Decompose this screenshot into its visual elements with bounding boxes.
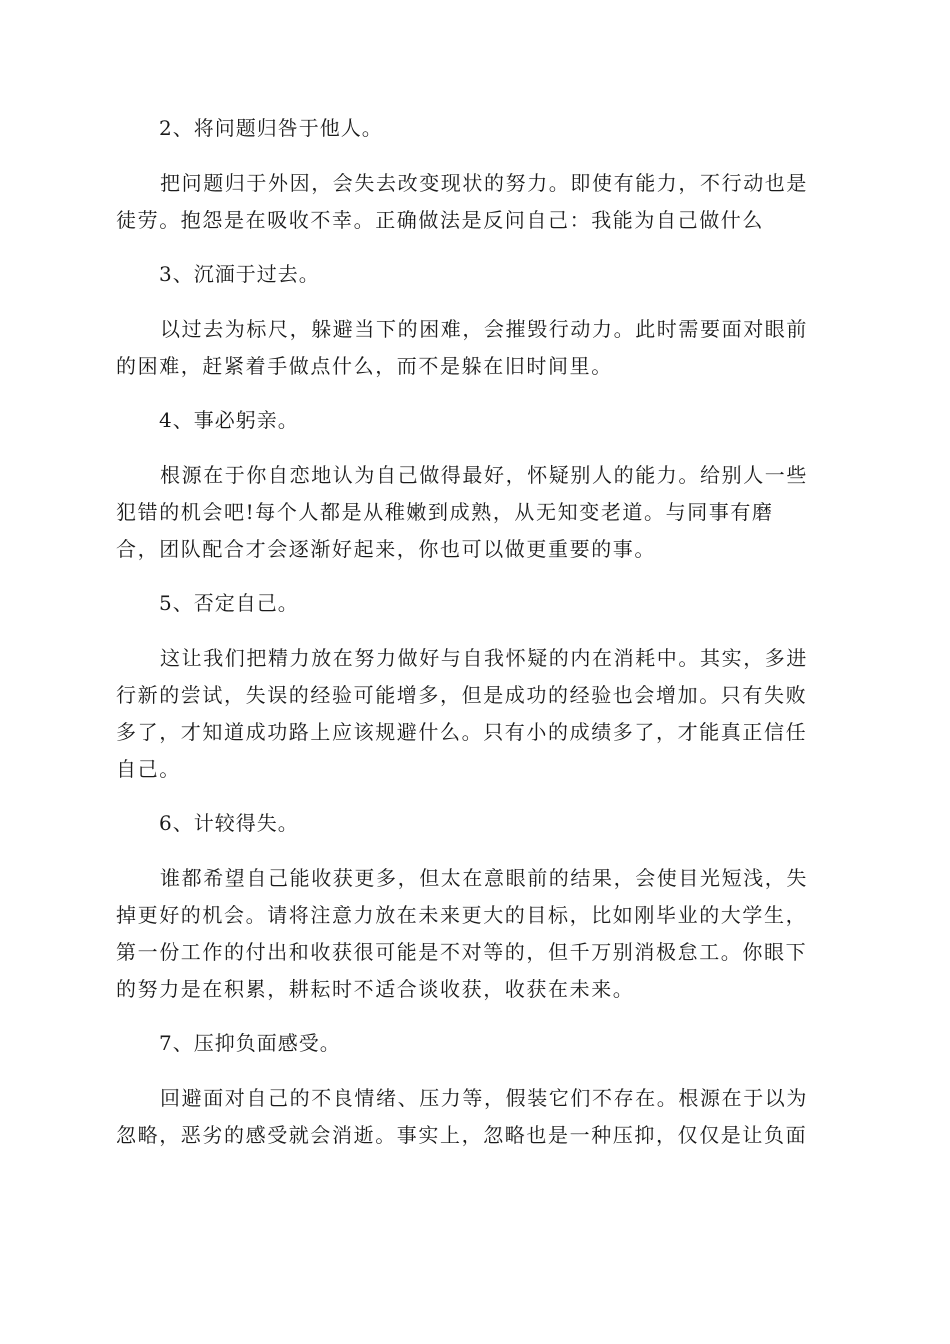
paragraph-line: 犯错的机会吧!每个人都是从稚嫩到成熟，从无知变老道。与同事有磨 (116, 500, 774, 524)
section-heading-4: 4、事必躬亲。 (159, 408, 299, 432)
paragraph-line: 根源在于你自恋地认为自己做得最好，怀疑别人的能力。给别人一些 (160, 463, 808, 487)
paragraph-line: 以过去为标尺，躲避当下的困难，会摧毁行动力。此时需要面对眼前 (160, 317, 808, 341)
section-paragraph-3 (116, 311, 832, 385)
section-heading-5: 5、否定自己。 (159, 591, 299, 615)
section-heading-3: 3、沉湎于过去。 (159, 262, 320, 286)
paragraph-line: 自己。 (116, 757, 181, 781)
document-body (116, 110, 832, 1171)
paragraph-line: 回避面对自己的不良情绪、压力等，假装它们不存在。根源在于以为 (160, 1086, 808, 1110)
paragraph-line: 这让我们把精力放在努力做好与自我怀疑的内在消耗中。其实，多进 (160, 646, 808, 670)
section-heading-6: 6、计较得失。 (159, 811, 299, 835)
section-paragraph-6 (116, 860, 832, 1008)
paragraph-line: 多了，才知道成功路上应该规避什么。只有小的成绩多了，才能真正信任 (116, 720, 808, 744)
paragraph-line: 合，团队配合才会逐渐好起来，你也可以做更重要的事。 (116, 537, 656, 561)
section-heading-2: 2、将问题归咎于他人。 (159, 116, 383, 140)
section-paragraph-4 (116, 457, 832, 568)
paragraph-line: 掉更好的机会。请将注意力放在未来更大的目标，比如刚毕业的大学生， (116, 903, 808, 927)
section-paragraph-2 (116, 165, 832, 239)
section-paragraph-7 (116, 1080, 832, 1154)
paragraph-line: 忽略，恶劣的感受就会消逝。事实上，忽略也是一种压抑，仅仅是让负面 (116, 1123, 808, 1147)
paragraph-line: 的努力是在积累，耕耘时不适合谈收获，收获在未来。 (116, 977, 635, 1001)
paragraph-line: 徒劳。抱怨是在吸收不幸。正确做法是反问自己：我能为自己做什么 (116, 208, 764, 232)
paragraph-line: 的困难，赶紧着手做点什么，而不是躲在旧时间里。 (116, 354, 613, 378)
section-paragraph-5 (116, 640, 832, 788)
section-heading-7: 7、压抑负面感受。 (159, 1031, 341, 1055)
paragraph-line: 第一份工作的付出和收获很可能是不对等的，但千万别消极怠工。你眼下 (116, 940, 808, 964)
paragraph-line: 行新的尝试，失误的经验可能增多，但是成功的经验也会增加。只有失败 (116, 683, 808, 707)
paragraph-line: 谁都希望自己能收获更多，但太在意眼前的结果，会使目光短浅，失 (160, 866, 808, 890)
paragraph-line: 把问题归于外因，会失去改变现状的努力。即使有能力，不行动也是 (160, 171, 808, 195)
